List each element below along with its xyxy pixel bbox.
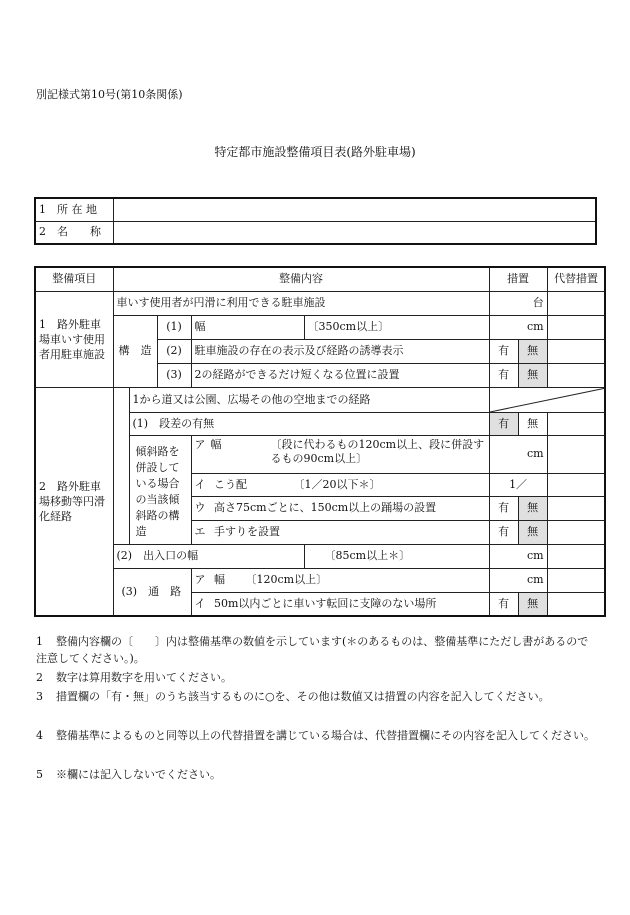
alt-cell[interactable]: [547, 520, 605, 544]
sec2-i-text: こう配: [214, 477, 247, 491]
address-label: 1 所 在 地: [35, 198, 113, 221]
note-3: [36, 688, 596, 705]
alt-cell[interactable]: [547, 496, 605, 520]
yes-option[interactable]: 有: [489, 339, 518, 363]
sec2-r3a-std: 〔120cm以上〕: [245, 573, 328, 586]
sec1-r3-text: 2の経路ができるだけ短くなる位置に設置: [191, 363, 489, 387]
note-2: [36, 669, 596, 686]
sec2-i-kana: イ: [194, 477, 206, 491]
no-option[interactable]: 無: [518, 339, 547, 363]
yes-option[interactable]: 有: [489, 412, 518, 435]
sec2-r2-std: 〔85cm以上＊〕: [304, 544, 489, 568]
alt-cell[interactable]: [547, 568, 605, 592]
note-number: 5: [36, 768, 43, 781]
sec2-r3-label: (3) 通 路: [113, 568, 191, 616]
sec1-r1-std: 〔350cm以上〕: [304, 315, 489, 339]
sec2-r3i-kana: イ: [194, 596, 206, 610]
name-field[interactable]: [113, 221, 596, 244]
info-table: [34, 197, 597, 245]
sec1-r1-unit[interactable]: cm: [489, 315, 547, 339]
yes-option[interactable]: 有: [489, 496, 518, 520]
section1-label: 1 路外駐車場車いす使用者用駐車施設: [35, 291, 113, 387]
sec2-r3a-unit[interactable]: cm: [489, 568, 547, 592]
structure-label: 構 造: [113, 315, 157, 387]
header-alt: 代替措置: [547, 267, 605, 291]
sec2-a-text: 幅: [210, 437, 222, 451]
address-field[interactable]: [113, 198, 596, 221]
sec2-a-unit[interactable]: cm: [489, 435, 547, 473]
no-option[interactable]: 無: [518, 592, 547, 616]
note-number: 3: [36, 690, 43, 703]
sec1-r1-text: 幅: [191, 315, 304, 339]
form-number-label: 別記様式第10号(第10条関係): [36, 88, 183, 101]
alt-cell[interactable]: [547, 412, 605, 435]
alt-cell[interactable]: [547, 544, 605, 568]
note-number: 4: [36, 729, 43, 742]
sec2-e-kana: エ: [194, 525, 206, 538]
alt-cell[interactable]: [547, 435, 605, 473]
header-content: 整備内容: [113, 267, 489, 291]
sec1-r2-text: 駐車施設の存在の表示及び経路の誘導表示: [191, 339, 489, 363]
yes-option[interactable]: 有: [489, 592, 518, 616]
main-table: [34, 266, 606, 617]
slope-label: 傾斜路を併設している場合の当該傾斜路の構造: [129, 435, 191, 544]
sec2-r2-text: (2) 出入口の幅: [113, 544, 304, 568]
sec2-i-std: 〔1／20以下＊〕: [293, 477, 381, 491]
no-option[interactable]: 無: [518, 412, 547, 435]
sec1-r2-num: (2): [157, 339, 191, 363]
alt-cell[interactable]: [547, 315, 605, 339]
sec2-r3a-text: 幅: [214, 573, 225, 586]
sec2-r2-unit[interactable]: cm: [489, 544, 547, 568]
sec1-r1-num: (1): [157, 315, 191, 339]
note-text: 整備内容欄の〔 〕内は整備基準の数値を示しています(＊のあるものは、整備基準にただし書があるので注意してください。)。: [36, 635, 589, 665]
no-option[interactable]: 無: [518, 520, 547, 544]
alt-cell[interactable]: [547, 473, 605, 496]
note-text: 措置欄の「有・無」のうち該当するものに○を、その他は数値又は措置の内容を記入してください。: [56, 690, 550, 703]
yes-option[interactable]: 有: [489, 363, 518, 387]
sec2-u-text: 高さ75cmごとに、150cm以上の踊場の設置: [214, 501, 437, 514]
sec2-r3i-text: 50m以内ごとに車いす転回に支障のない場所: [214, 596, 437, 610]
sec1-row0-text: 車いす使用者が円滑に利用できる駐車施設: [113, 291, 489, 315]
no-option[interactable]: 無: [518, 496, 547, 520]
page-title: 特定都市施設整備項目表(路外駐車場): [214, 145, 416, 159]
no-option[interactable]: 無: [518, 363, 547, 387]
alt-cell[interactable]: [547, 363, 605, 387]
note-text: 数字は算用数字を用いてください。: [56, 671, 232, 684]
sec2-r1-text: (1) 段差の有無: [129, 412, 489, 435]
sec1-row0-unit[interactable]: 台: [489, 291, 547, 315]
alt-cell[interactable]: [547, 592, 605, 616]
sec2-a-std: 〔段に代わるもの120cm以上、段に併設するもの90cm以上〕: [270, 437, 485, 465]
indent-cell: [113, 387, 129, 544]
note-text: ※欄には記入しないでください。: [56, 768, 221, 781]
diagonal-cell: [489, 387, 605, 412]
header-measure: 措置: [489, 267, 547, 291]
section2-label: 2 路外駐車場移動等円滑化経路: [35, 387, 113, 616]
note-5: [36, 766, 596, 783]
note-4: [36, 727, 596, 744]
sec2-r3a-kana: ア: [194, 573, 206, 586]
alt-cell[interactable]: [547, 291, 605, 315]
yes-option[interactable]: 有: [489, 520, 518, 544]
sec2-u-kana: ウ: [194, 501, 206, 514]
sec2-a-kana: ア: [194, 437, 206, 451]
header-item: 整備項目: [35, 267, 113, 291]
sec2-e-text: 手すりを設置: [214, 525, 280, 538]
name-label: 2 名 称: [35, 221, 113, 244]
note-1: [36, 633, 596, 667]
sec1-r3-num: (3): [157, 363, 191, 387]
diagonal-line: [490, 388, 606, 412]
note-number: 1: [36, 635, 43, 648]
note-text: 整備基準によるものと同等以上の代替措置を講じている場合は、代替措置欄にその内容を記入してください。: [56, 729, 595, 742]
sec2-i-unit[interactable]: 1／: [489, 473, 547, 496]
note-number: 2: [36, 671, 43, 684]
alt-cell[interactable]: [547, 339, 605, 363]
sec2-row0-text: 1から道又は公園、広場その他の空地までの経路: [129, 387, 489, 412]
